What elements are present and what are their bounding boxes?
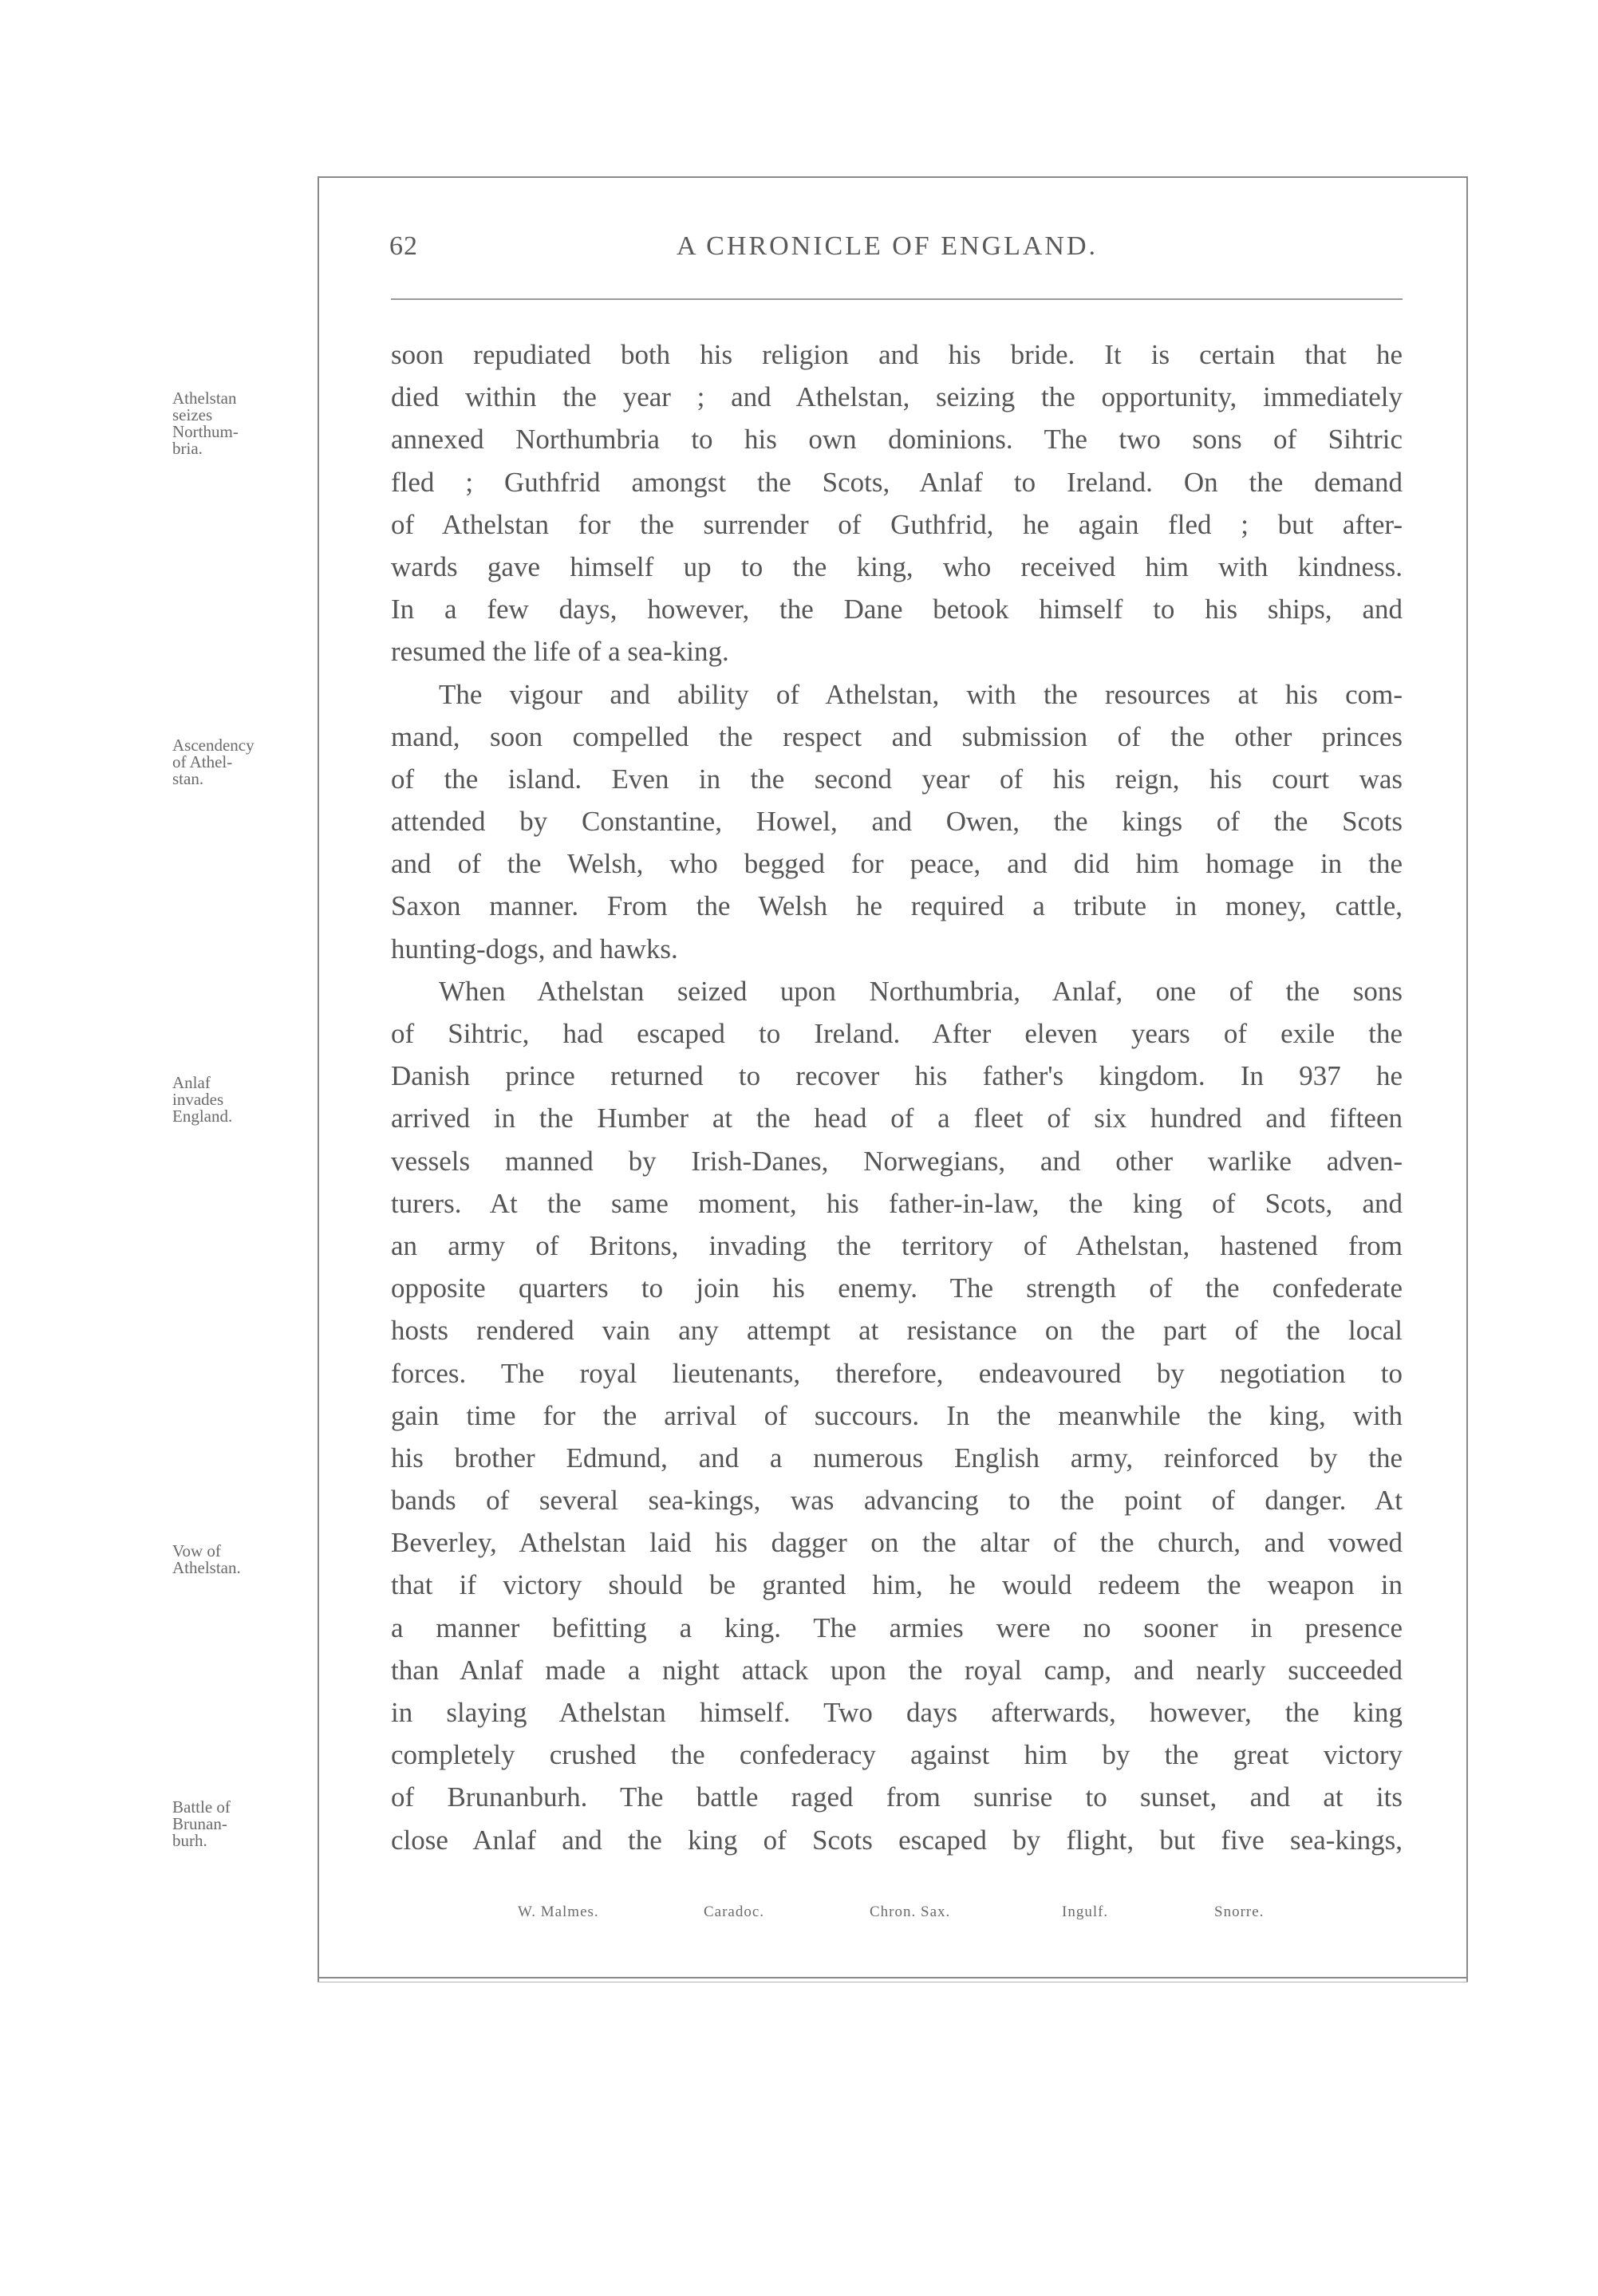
sidenote-line: seizes [172, 405, 213, 424]
text-line: his brother Edmund, and a numerous English army, reinforced by the [391, 1442, 1403, 1473]
text-line: When Athelstan seized upon Northumbria, Anlaf, one of the sons [439, 975, 1403, 1007]
text-line: of Brunanburh. The battle raged from sunrise to sunset, and at its [391, 1781, 1403, 1813]
sidenote-anlaf-invades-england [172, 1075, 300, 1125]
sidenote-line: Vow of [172, 1541, 221, 1560]
body-text [391, 333, 1403, 1861]
text-line: In a few days, however, the Dane betook himself to his ships, and [391, 594, 1403, 625]
text-line: The vigour and ability of Athelstan, with the resources at his com- [439, 678, 1403, 710]
frame-top-rule [318, 176, 1468, 178]
authorities-footer [0, 1903, 1598, 1927]
text-line: and of the Welsh, who begged for peace, and did him homage in the [391, 848, 1403, 880]
frame-left-rule [318, 176, 319, 1982]
text-line: soon repudiated both his religion and his bride. It is certain that he [391, 339, 1403, 370]
text-line: attended by Constantine, Howel, and Owen, the kings of the Scots [391, 806, 1403, 838]
sidenote-line: England. [172, 1107, 233, 1126]
running-title: A CHRONICLE OF ENGLAND. [677, 231, 1098, 261]
text-line: arrived in the Humber at the head of a fleet of six hundred and fifteen [391, 1103, 1403, 1134]
text-line: resumed the life of a sea-king. [391, 636, 729, 668]
authority-citation: Ingulf. [1062, 1903, 1109, 1920]
sidenote-line: of Athel- [172, 752, 233, 771]
authority-citation: Chron. Sax. [870, 1903, 951, 1920]
sidenote-line: invades [172, 1090, 224, 1109]
sidenote-battle-of-brunanburh [172, 1799, 300, 1849]
text-line: of Athelstan for the surrender of Guthfrid, he again fled ; but after- [391, 508, 1403, 540]
sidenote-vow-of-athelstan [172, 1543, 300, 1576]
text-line: opposite quarters to join his enemy. The strength of the confederate [391, 1272, 1403, 1304]
text-line: Beverley, Athelstan laid his dagger on the altar of the church, and vowed [391, 1527, 1403, 1559]
sidenote-athelstan-seizes-northumbria [172, 390, 300, 457]
sidenote-line: Northum- [172, 422, 239, 441]
text-line: died within the year ; and Athelstan, seizing the opportunity, immediately [391, 381, 1403, 413]
text-line: hosts rendered vain any attempt at resistance on the part of the local [391, 1315, 1403, 1347]
sidenote-line: burh. [172, 1831, 207, 1850]
frame-right-rule [1466, 176, 1468, 1982]
sidenote-line: Brunan- [172, 1814, 227, 1833]
sidenote-line: Anlaf [172, 1073, 211, 1092]
text-line: turers. At the same moment, his father-in-law, the king of Scots, and [391, 1187, 1403, 1219]
text-line: in slaying Athelstan himself. Two days afterwards, however, the king [391, 1697, 1403, 1728]
text-line: bands of several sea-kings, was advancing to the point of danger. At [391, 1485, 1403, 1517]
text-line: of Sihtric, had escaped to Ireland. After eleven years of exile the [391, 1018, 1403, 1049]
sidenote-line: Athelstan [172, 389, 237, 408]
sidenote-line: stan. [172, 769, 204, 788]
text-line: that if victory should be granted him, he would redeem the weapon in [391, 1569, 1403, 1601]
sidenote-ascendency-of-athelstan [172, 737, 300, 787]
authority-citation: Caradoc. [704, 1903, 765, 1920]
authority-citation: Snorre. [1214, 1903, 1265, 1920]
frame-bottom-rule [318, 1977, 1468, 1978]
text-line: hunting-dogs, and hawks. [391, 933, 678, 965]
sidenote-line: Ascendency [172, 736, 254, 755]
text-line: Danish prince returned to recover his father's kingdom. In 937 he [391, 1060, 1403, 1092]
text-line: close Anlaf and the king of Scots escaped by flight, but five sea-kings, [391, 1824, 1403, 1856]
text-line: completely crushed the confederacy against him by the great victory [391, 1739, 1403, 1771]
text-line: a manner befitting a king. The armies were no sooner in presence [391, 1612, 1403, 1643]
text-line: Saxon manner. From the Welsh he required a tribute in money, cattle, [391, 890, 1403, 922]
authority-citation: W. Malmes. [518, 1903, 599, 1920]
sidenote-line: bria. [172, 439, 203, 458]
sidenote-line: Athelstan. [172, 1558, 241, 1577]
page-number: 62 [389, 231, 418, 261]
text-line: forces. The royal lieutenants, therefore, endeavoured by negotiation to [391, 1357, 1403, 1389]
text-line: mand, soon compelled the respect and submission of the other princes [391, 720, 1403, 752]
text-line: of the island. Even in the second year of his reign, his court was [391, 763, 1403, 795]
text-line: annexed Northumbria to his own dominions. The two sons of Sihtric [391, 424, 1403, 456]
sidenote-line: Battle of [172, 1797, 231, 1817]
text-line: an army of Britons, invading the territory of Athelstan, hastened from [391, 1229, 1403, 1261]
text-line: than Anlaf made a night attack upon the royal camp, and nearly succeeded [391, 1654, 1403, 1686]
text-line: wards gave himself up to the king, who received him with kindness. [391, 550, 1403, 582]
header-rule [391, 298, 1403, 300]
text-line: vessels manned by Irish-Danes, Norwegians, and other warlike adven- [391, 1145, 1403, 1177]
text-line: fled ; Guthfrid amongst the Scots, Anlaf to Ireland. On the demand [391, 466, 1403, 498]
text-line: gain time for the arrival of succours. In the meanwhile the king, with [391, 1399, 1403, 1431]
